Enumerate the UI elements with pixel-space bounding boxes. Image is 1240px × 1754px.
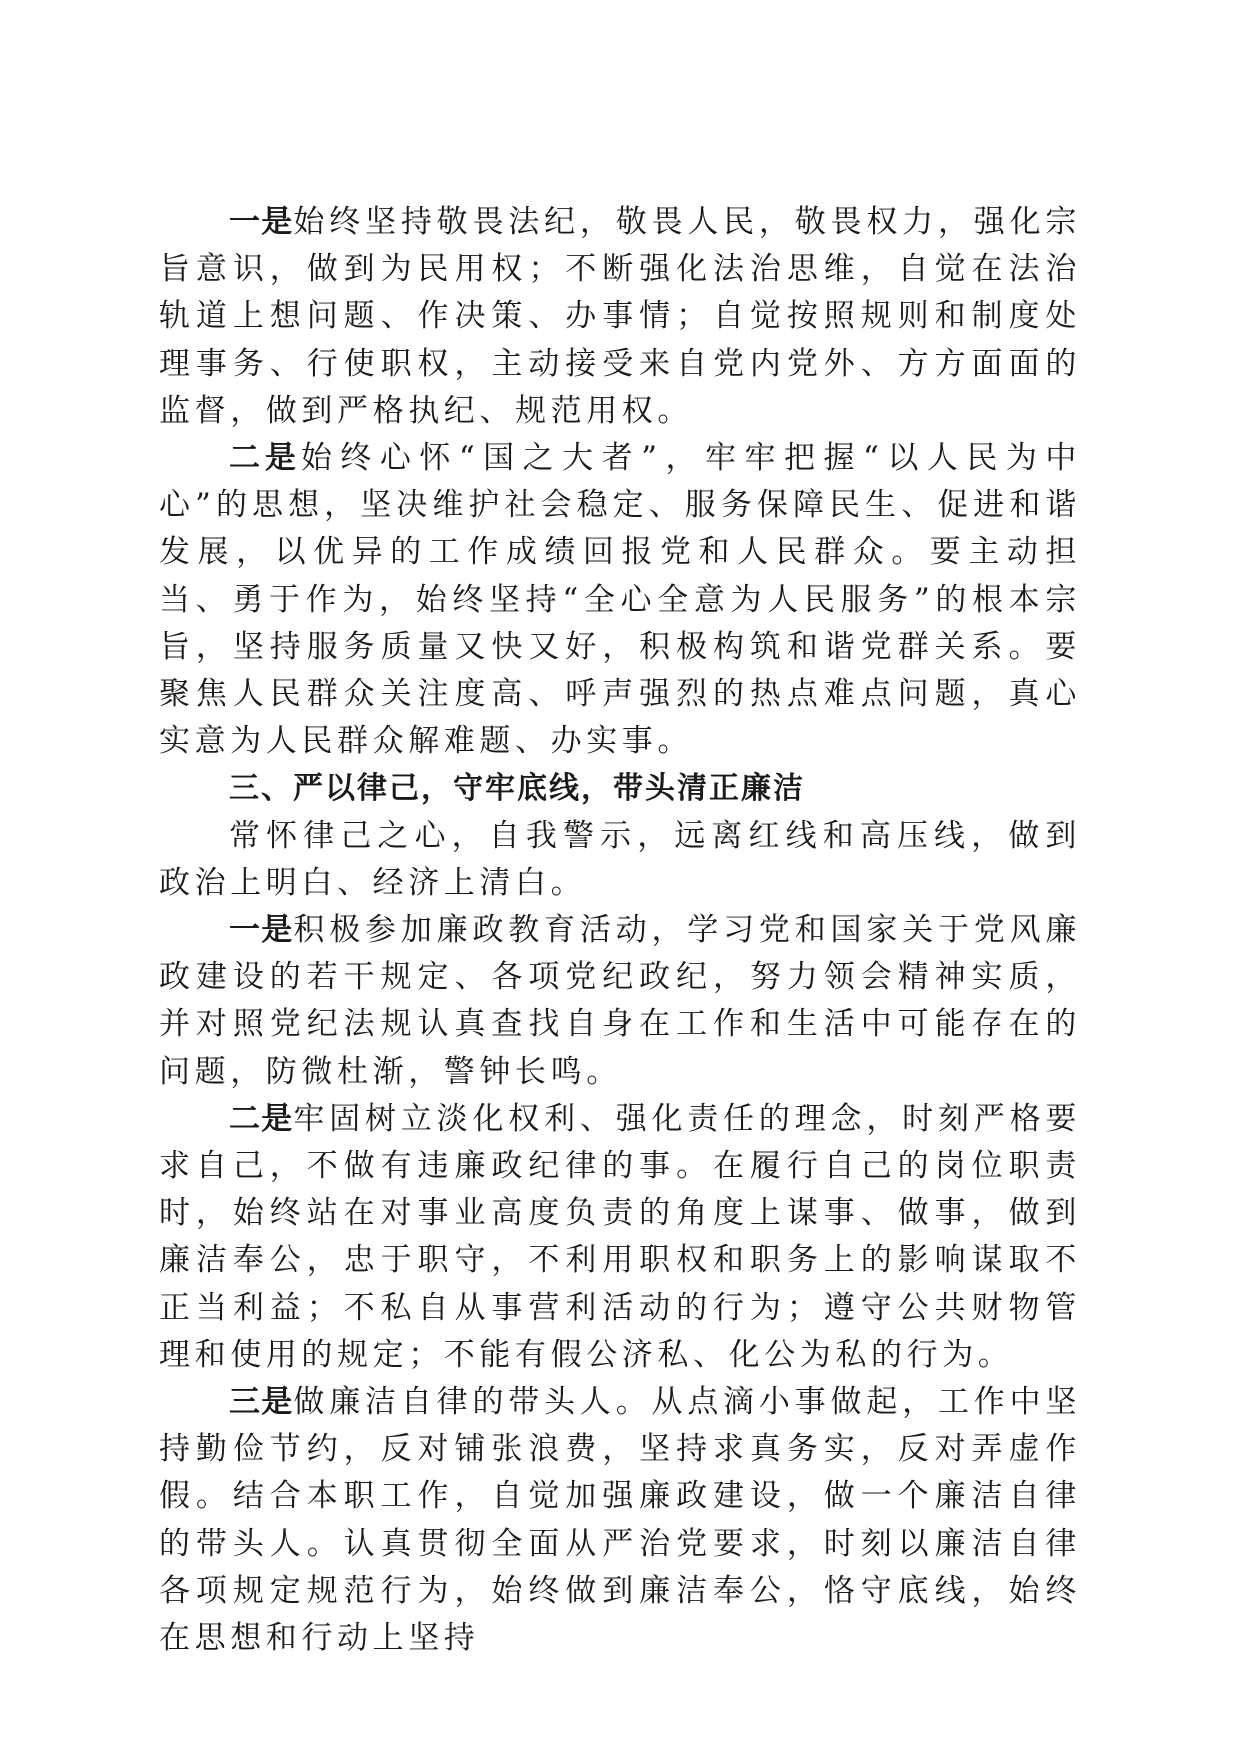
section-heading: 三、严以律己，守牢底线，带头清正廉洁	[229, 771, 805, 807]
paragraph-text: 牢固树立淡化权利、强化责任的理念，时刻严格要求自己，不做有违廉政纪律的事。在履行自己的岗位职责时，始终站在对事业高度负责的角度上谋事、做事，做到廉洁奉公，忠于职守，不利用职权和职务上的影响谋取不正当利益；不私自从事营利活动的行为；遵守公共财物管理和使用的规定；不能有假公济私、化公为私的行为。	[159, 1100, 1081, 1373]
paragraph-lead: 三是	[229, 1384, 294, 1421]
section-point-3	[159, 1379, 1081, 1662]
paragraph-point-1	[159, 199, 1081, 435]
paragraph-lead: 一是	[229, 204, 294, 240]
paragraph-text: 积极参加廉政教育活动，学习党和国家关于党风廉政建设的若干规定、各项党纪政纪，努力领会精神实质，并对照党纪法规认真查找自身在工作和生活中可能存在的问题，防微杜渐，警钟长鸣。	[159, 912, 1081, 1090]
paragraph-point-2	[159, 435, 1081, 765]
paragraph-lead: 一是	[229, 912, 294, 949]
document-body	[159, 199, 1081, 1662]
paragraph-text: 始终坚持敬畏法纪，敬畏人民，敬畏权力，强化宗旨意识，做到为民用权；不断强化法治思维，自觉在法治轨道上想问题、作决策、办事情；自觉按照规则和制度处理事务、行使职权，主动接受来自党内党外、方方面面的监督，做到严格执纪、规范用权。	[159, 204, 1081, 429]
paragraph-lead: 二是	[229, 440, 301, 477]
paragraph-lead: 二是	[229, 1100, 294, 1137]
section-point-2	[159, 1096, 1081, 1379]
paragraph-text: 始终心怀“国之大者”，牢牢把握“以人民为中心”的思想，坚决维护社会稳定、服务保障民生、促进和谐发展，以优异的工作成绩回报党和人民群众。要主动担当、勇于作为，始终坚持“全心全意为人民服务”的根本宗旨，坚持服务质量又快又好，积极构筑和谐党群关系。要聚焦人民群众关注度高、呼声强烈的热点难点问题，真心实意为人民群众解难题、办实事。	[159, 440, 1081, 760]
section-intro: 常怀律己之心，自我警示，远离红线和高压线，做到政治上明白、经济上清白。	[159, 817, 1081, 901]
paragraph-text: 做廉洁自律的带头人。从点滴小事做起，工作中坚持勤俭节约，反对铺张浪费，坚持求真务实，反对弄虚作假。结合本职工作，自觉加强廉政建设，做一个廉洁自律的带头人。认真贯彻全面从严治党要求，时刻以廉洁自律各项规定规范行为，始终做到廉洁奉公，恪守底线，始终在思想和行动上坚持	[159, 1384, 1081, 1657]
section-point-1	[159, 907, 1081, 1096]
